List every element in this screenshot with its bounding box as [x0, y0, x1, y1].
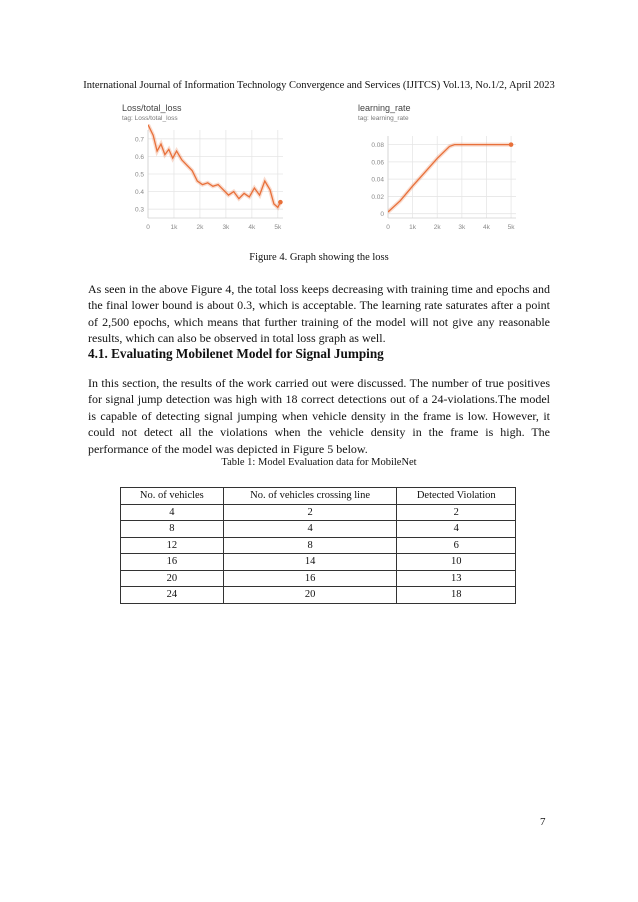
x-tick-label: 2k: [196, 224, 204, 231]
chart-title: Loss/total_loss: [122, 103, 182, 113]
table-cell: 2: [397, 504, 516, 521]
x-tick-label: 4k: [483, 224, 490, 231]
table-cell: 18: [397, 587, 516, 604]
x-tick-label: 2k: [433, 224, 441, 231]
loss-chart: [118, 100, 298, 240]
table-cell: 20: [223, 587, 397, 604]
table-cell: 20: [121, 570, 224, 587]
table-cell: 6: [397, 537, 516, 554]
learning-rate-chart-svg: [354, 100, 534, 240]
x-tick-label: 4k: [248, 224, 256, 231]
figure-caption: Figure 4. Graph showing the loss: [249, 252, 389, 263]
y-tick-label: 0.4: [134, 189, 144, 197]
table-cell: 8: [121, 521, 224, 538]
y-tick-label: 0.5: [134, 171, 144, 179]
table-row: [121, 587, 516, 604]
x-tick-label: 5k: [274, 224, 282, 231]
section-heading: 4.1. Evaluating Mobilenet Model for Signal Jumping: [88, 346, 384, 361]
series-shadow: [148, 125, 280, 208]
x-tick-label: 3k: [222, 224, 230, 231]
table-header: No. of vehicles: [121, 488, 224, 505]
x-tick-label: 3k: [458, 224, 466, 231]
table-row: [121, 504, 516, 521]
table-cell: 4: [223, 521, 397, 538]
x-tick-label: 0: [146, 224, 150, 231]
series-shadow: [388, 145, 511, 212]
y-tick-label: 0.06: [371, 159, 384, 167]
table-cell: 16: [223, 570, 397, 587]
table-row: [121, 554, 516, 571]
table-row: [121, 521, 516, 538]
chart-subtitle: tag: Loss/total_loss: [122, 115, 178, 122]
x-tick-label: 1k: [409, 224, 417, 231]
y-tick-label: 0: [380, 211, 384, 219]
page-number: 7: [540, 816, 546, 828]
y-tick-label: 0.04: [371, 176, 384, 184]
table-row: [121, 537, 516, 554]
journal-header: International Journal of Information Technology Convergence and Services (IJITCS) Vol.13, No.1/2, April 2023: [83, 80, 555, 91]
table-cell: 16: [121, 554, 224, 571]
table-cell: 2: [223, 504, 397, 521]
table-cell: 4: [397, 521, 516, 538]
table-cell: 12: [121, 537, 224, 554]
x-tick-label: 5k: [507, 224, 515, 231]
x-tick-label: 0: [386, 224, 390, 231]
learning-rate-chart: [354, 100, 534, 240]
chart-subtitle: tag: learning_rate: [358, 115, 409, 122]
evaluation-table: [120, 487, 516, 604]
y-tick-label: 0.7: [134, 136, 144, 144]
chart-title: learning_rate: [358, 103, 411, 113]
table-cell: 4: [121, 504, 224, 521]
table-cell: 24: [121, 587, 224, 604]
table-header: No. of vehicles crossing line: [223, 488, 397, 505]
y-tick-label: 0.6: [134, 153, 144, 161]
y-tick-label: 0.02: [371, 193, 384, 201]
table-cell: 13: [397, 570, 516, 587]
loss-chart-svg: [118, 100, 298, 240]
y-tick-label: 0.3: [134, 206, 144, 214]
table-header-row: [121, 488, 516, 505]
table-caption: Table 1: Model Evaluation data for MobileNet: [221, 457, 417, 468]
x-tick-label: 1k: [170, 224, 178, 231]
paragraph-2: In this section, the results of the work carried out were discussed. The number of true positives for signal jump detection was high with 18 correct detections out of a 24-violations.The model is capable of detecting signal jumping when vehicle density in the frame is low. However, it could not detect all the violations when the vehicle density in the frame is high. The performance of the model was depicted in Figure 5 below.: [88, 376, 550, 456]
series-line: [388, 145, 511, 212]
table-cell: 10: [397, 554, 516, 571]
series-endpoint: [509, 142, 514, 147]
table-header: Detected Violation: [397, 488, 516, 505]
table-cell: 8: [223, 537, 397, 554]
paragraph-1: As seen in the above Figure 4, the total loss keeps decreasing with training time and epochs and the final lower bound is about 0.3, which is acceptable. The learning rate saturates after a point of 2,500 epochs, which means that further training of the model will not give any reasonable results, which can also be observed in total loss graph as well.: [88, 282, 550, 346]
y-tick-label: 0.08: [371, 142, 384, 150]
table-cell: 14: [223, 554, 397, 571]
series-endpoint: [278, 200, 283, 205]
table-row: [121, 570, 516, 587]
